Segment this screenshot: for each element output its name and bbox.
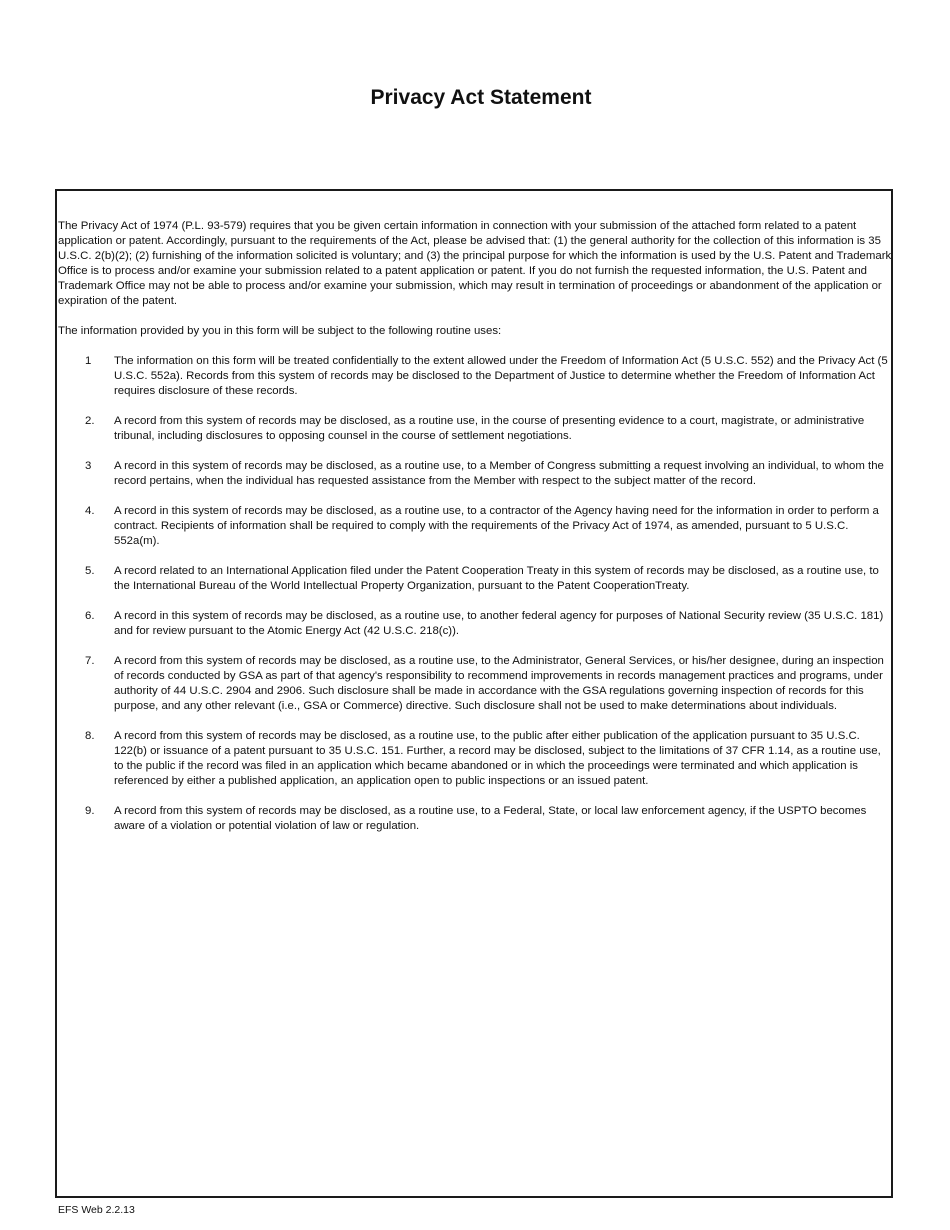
routine-use-number: 3 xyxy=(85,460,92,472)
routine-use-text: A record in this system of records may be disclosed, as a routine use, to a contractor of the Agency having need for the information in order to perform a contract. Recipients of information shall be required to comply with the requirements of the Privacy Act of 1974, as amended, pursuant to 5 U.S.C. 552a(m). xyxy=(114,505,879,547)
routine-use-text: A record from this system of records may be disclosed, as a routine use, in the course of presenting evidence to a court, magistrate, or administrative tribunal, including disclosures to opposing counsel in the course of settlement negotiations. xyxy=(114,415,865,442)
routine-use-text: A record from this system of records may be disclosed, as a routine use, to the public after either publication of the application pursuant to 35 U.S.C. 122(b) or issuance of a patent pursuant to 35 U.S.C. 151. Further, a record may be disclosed, subject to the limitations of 37 CFR 1.14, as a routine use, to the public if the record was filed in an application which became abandoned or in which the proceedings were terminated and which application is referenced by either a published application, an application open to public inspections or an issued patent. xyxy=(114,730,881,787)
routine-use-text: A record in this system of records may be disclosed, as a routine use, to a Member of Congress submitting a request involving an individual, to whom the record pertains, when the individual has requested assistance from the Member with respect to the subject matter of the record. xyxy=(114,460,884,487)
routine-uses-list xyxy=(58,354,892,834)
routine-use-text: The information on this form will be treated confidentially to the extent allowed under the Freedom of Information Act (5 U.S.C. 552) and the Privacy Act (5 U.S.C. 552a). Records from this system of records may be disclosed to the Department of Justice to determine whether the Freedom of Information Act requires disclosure of these records. xyxy=(114,355,888,397)
routine-use-number: 1 xyxy=(85,355,92,367)
routine-use-item xyxy=(58,654,892,714)
routine-use-text: A record related to an International Application filed under the Patent Cooperation Treaty in this system of records may be disclosed, as a routine use, to the International Bureau of the World Intellectual Property Organization, pursuant to the Patent CooperationTreaty. xyxy=(114,565,879,592)
routine-use-text: A record in this system of records may be disclosed, as a routine use, to another federal agency for purposes of National Security review (35 U.S.C. 181) and for review pursuant to the Atomic Energy Act (42 U.S.C. 218(c)). xyxy=(114,610,884,637)
routine-use-item xyxy=(58,354,892,399)
page-title: Privacy Act Statement xyxy=(370,86,592,109)
routine-use-number: 4. xyxy=(85,505,95,517)
statement-content xyxy=(58,219,892,849)
routine-use-number: 5. xyxy=(85,565,95,577)
routine-use-text: A record from this system of records may be disclosed, as a routine use, to the Administrator, General Services, or his/her designee, during an inspection of records conducted by GSA as part of that agency's responsibility to recommend improvements in records management practices and programs, under authority of 44 U.S.C. 2904 and 2906. Such disclosure shall be made in accordance with the GSA regulations governing inspection of records for this purpose, and any other relevant (i.e., GSA or Commerce) directive. Such disclosure shall not be used to make determinations about individuals. xyxy=(114,655,884,712)
routine-use-number: 8. xyxy=(85,730,95,742)
routine-use-item xyxy=(58,564,892,594)
routine-use-item xyxy=(58,504,892,549)
intro-paragraph: The Privacy Act of 1974 (P.L. 93-579) requires that you be given certain information in connection with your submission of the attached form related to a patent application or patent. Accordingly, pursuant to the requirements of the Act, please be advised that: (1) the general authority for the collection of this information is 35 U.S.C. 2(b)(2); (2) furnishing of the information solicited is voluntary; and (3) the principal purpose for which the information is used by the U.S. Patent and Trademark Office is to process and/or examine your submission related to a patent application or patent. If you do not furnish the requested information, the U.S. Patent and Trademark Office may not be able to process and/or examine your submission, which may result in termination of proceedings or abandonment of the application or expiration of the patent. xyxy=(58,220,892,307)
routine-use-item xyxy=(58,609,892,639)
routine-use-number: 6. xyxy=(85,610,95,622)
routine-use-number: 9. xyxy=(85,805,95,817)
routine-use-item xyxy=(58,729,892,789)
routine-uses-intro: The information provided by you in this form will be subject to the following routine uses: xyxy=(58,325,502,337)
routine-use-item xyxy=(58,414,892,444)
routine-use-item xyxy=(58,459,892,489)
routine-use-item xyxy=(58,804,892,834)
form-version-footer: EFS Web 2.2.13 xyxy=(58,1204,135,1216)
routine-use-text: A record from this system of records may be disclosed, as a routine use, to a Federal, State, or local law enforcement agency, if the USPTO becomes aware of a violation or potential violation of law or regulation. xyxy=(114,805,867,832)
routine-use-number: 7. xyxy=(85,655,95,667)
routine-use-number: 2. xyxy=(85,415,95,427)
